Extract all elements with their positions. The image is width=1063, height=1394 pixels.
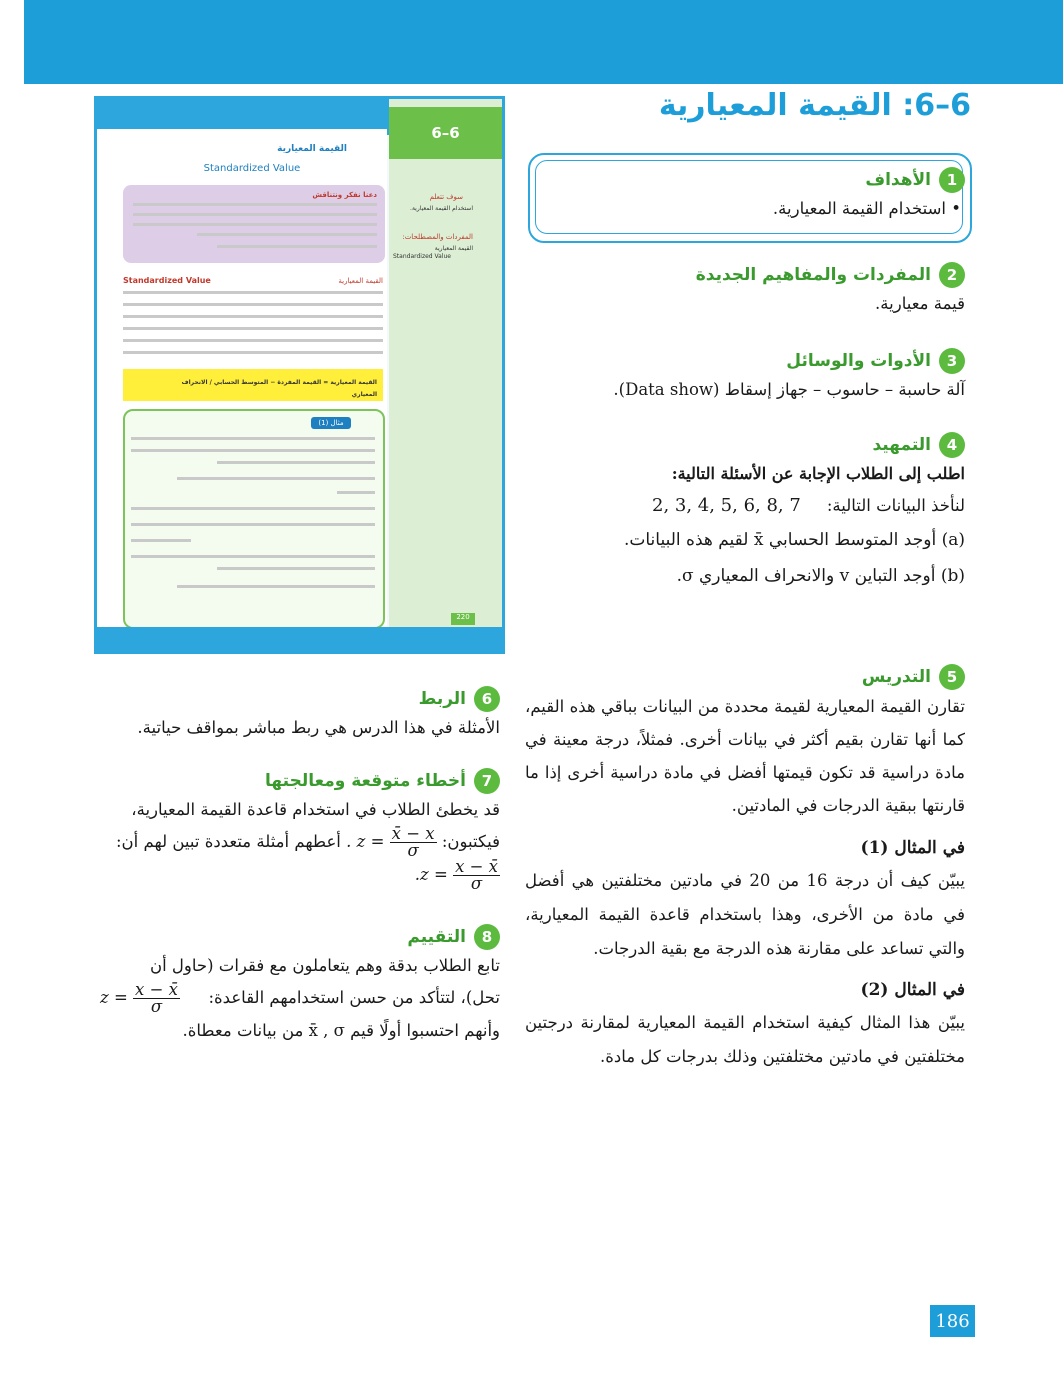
thumbnail-def-ar: القيمة المعيارية bbox=[338, 277, 383, 285]
assessment-text-1: تابع الطلاب بدقة وهم يتعاملون مع فقرات (حاول أن bbox=[149, 956, 500, 975]
section-number: 8 bbox=[474, 924, 500, 950]
assessment-text-2: تحل)، لتتأكد من حسن استخدامهم القاعدة: bbox=[208, 988, 500, 1007]
wrong-formula: $\frac{x̄ - x}{\sigma}$ bbox=[391, 824, 435, 860]
thumbnail-formula-label: القيمة المعيارية = القيمة المفردة − المتوسط الحسابي / الانحراف المعياري bbox=[181, 379, 377, 398]
section-number: 4 bbox=[939, 432, 965, 458]
section-number: 1 bbox=[939, 167, 965, 193]
right-formula: .z = $\frac{x - x̄}{\sigma}$ bbox=[414, 857, 498, 893]
example2-text: يبيّن هذا المثال كيفية استخدام القيمة المعيارية لمقارنة درجتين مختلفتين في مادتين مختلفتين وذلك بدرجات كل مادة. bbox=[525, 1013, 965, 1066]
thumbnail-title-en: Standardized Value bbox=[203, 163, 301, 174]
tools-section bbox=[525, 348, 965, 406]
top-banner bbox=[24, 0, 1063, 84]
example1-heading: في المثال (1) bbox=[860, 838, 965, 858]
warmup-instruction: اطلب إلى الطلاب الإجابة عن الأسئلة التالية: bbox=[671, 464, 965, 483]
objectives-heading: الأهداف bbox=[865, 170, 931, 190]
warmup-heading: التمهيد bbox=[872, 435, 931, 455]
connect-section bbox=[100, 686, 500, 744]
tools-heading: الأدوات والوسائل bbox=[786, 351, 931, 371]
teaching-heading: التدريس bbox=[861, 667, 931, 687]
teaching-paragraph: تقارن القيمة المعيارية لقيمة محددة من البيانات بباقي هذه القيم، كما أنها تقارن بقيم أكثر في بيانات أخرى. فمثلاً، درجة معينة في مادة دراسية قد تكون قيمتها أفضل في مادة دراسية أخرى إذا ما قارنتها ببقية الدرجات في المادتين. bbox=[525, 697, 965, 815]
vocab-heading: المفردات والمفاهيم الجديدة bbox=[695, 265, 931, 285]
thumbnail-lesson-tab: 6–6 bbox=[389, 107, 502, 159]
thumbnail-side-vocab-en: Standardized Value bbox=[393, 253, 451, 260]
thumbnail-title-ar: القيمة المعيارية bbox=[277, 144, 347, 154]
tools-text: آلة حاسبة – حاسوب – جهاز إسقاط (Data show). bbox=[613, 380, 965, 399]
page-number: 186 bbox=[930, 1305, 975, 1337]
vocab-section bbox=[525, 262, 965, 320]
section-number: 6 bbox=[474, 686, 500, 712]
mistakes-text: قد يخطئ الطلاب في استخدام قاعدة القيمة المعيارية، bbox=[131, 800, 500, 819]
connect-heading: الربط bbox=[418, 689, 466, 709]
lesson-title: 6–6: القيمة المعيارية bbox=[658, 88, 971, 123]
vocab-text: قيمة معيارية. bbox=[875, 294, 965, 313]
thumbnail-side-vocab-ar: القيمة المعيارية bbox=[434, 245, 473, 252]
mistakes-heading: أخطاء متوقعة ومعالجتها bbox=[265, 771, 466, 791]
teaching-section bbox=[525, 664, 965, 1074]
section-number: 5 bbox=[939, 664, 965, 690]
connect-text: الأمثلة في هذا الدرس هي ربط مباشر بمواقف حياتية. bbox=[137, 718, 500, 737]
assessment-heading: التقييم bbox=[407, 927, 466, 947]
section-number: 7 bbox=[474, 768, 500, 794]
thumbnail-side-goal: سوف تتعلم bbox=[429, 193, 463, 201]
thumbnail-side-vocab: المفردات والمصطلحات: bbox=[402, 233, 473, 241]
warmup-data-intro: لنأخذ البيانات التالية: bbox=[826, 496, 965, 515]
thumbnail-example-label: مثال (1) bbox=[311, 417, 351, 429]
thumbnail-side-goal-item: استخدام القيمة المعيارية. bbox=[410, 205, 473, 212]
warmup-data-values: 2, 3, 4, 5, 6, 8, 7 bbox=[652, 495, 801, 516]
thumbnail-bottom-bar bbox=[97, 627, 502, 651]
thumbnail-side-column bbox=[389, 99, 502, 651]
objectives-section: 1 الأهداف • استخدام القيمة المعيارية. bbox=[545, 167, 965, 225]
objectives-item: استخدام القيمة المعيارية. bbox=[772, 199, 947, 218]
warmup-question-a: (a) أوجد المتوسط الحسابي x̄ لقيم هذه البيانات. bbox=[623, 530, 965, 550]
mistakes-section: 7 أخطاء متوقعة ومعالجتها قد يخطئ الطلاب في استخدام قاعدة القيمة المعيارية، فيكتبون: $\frac{x̄ - x}{\sigma}$ = z . أعطهم أمثلة متعددة تبين لهم أن: .z = $\frac{x - x̄}{\sigma}$ bbox=[100, 768, 500, 892]
warmup-question-b: (b) أوجد التباين v والانحراف المعياري σ. bbox=[676, 566, 965, 586]
thumbnail-example-box bbox=[123, 409, 385, 629]
section-number: 3 bbox=[939, 348, 965, 374]
example1-text: يبيّن كيف أن درجة 16 من 20 في مادتين مختلفتين هي أفضل في مادة من الأخرى، وهذا باستخدام قاعدة القيمة المعيارية، والتي تساعد على مقارنة هذه الدرجة مع بقية الدرجات. bbox=[525, 871, 965, 958]
assessment-text-3: وأنهم احتسبوا أولًا قيم x̄ , σ من بيانات معطاة. bbox=[182, 1021, 500, 1040]
student-page-thumbnail bbox=[94, 96, 505, 654]
thumbnail-think-head: دعنا نفكر ونتناقش bbox=[312, 191, 377, 199]
thumbnail-def-en: Standardized Value bbox=[123, 276, 211, 285]
warmup-section bbox=[525, 432, 965, 594]
assessment-section bbox=[100, 924, 500, 1047]
assessment-formula: z = $\frac{x - x̄}{\sigma}$ bbox=[100, 980, 178, 1016]
example2-heading: في المثال (2) bbox=[860, 980, 965, 1000]
section-number: 2 bbox=[939, 262, 965, 288]
thumbnail-page-number: 220 bbox=[451, 613, 475, 625]
